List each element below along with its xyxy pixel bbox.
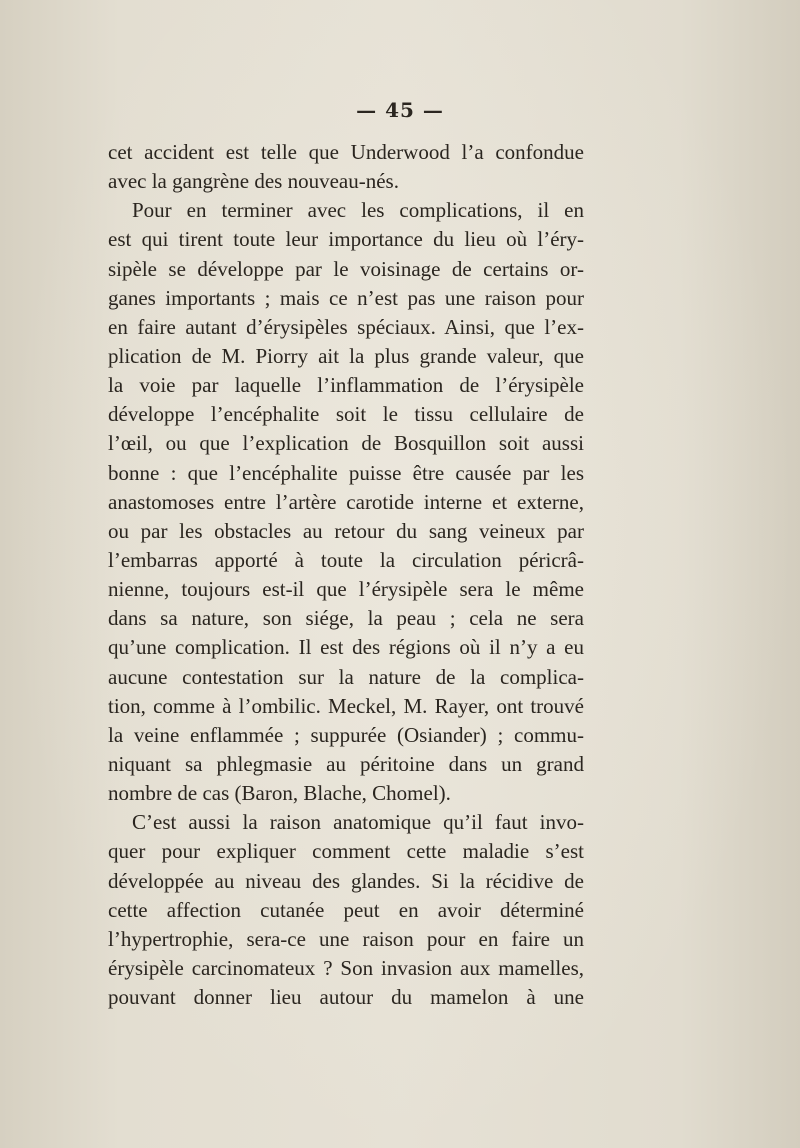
text-line: ganes importants ; mais ce n’est pas une raison pour [108,285,584,310]
text-line: plication de M. Piorry ait la plus grande valeur, que [108,343,584,368]
text-line: C’est aussi la raison anatomique qu’il faut invo- [132,810,584,835]
text-line: cet accident est telle que Underwood l’a confondue [108,140,584,164]
text-line: avec la gangrène des nouveau-nés. [108,169,399,194]
text-line: aucune contestation sur la nature de la complica- [108,664,584,689]
text-line: l’hypertrophie, sera-ce une raison pour en faire un [108,926,584,951]
text-line: qu’une complication. Il est des régions où il n’y a eu [108,635,584,660]
text-line: l’embarras apporté à toute la circulation péricrâ- [108,547,584,572]
text-line: développée au niveau des glandes. Si la récidive de [108,868,584,893]
text-line: dans sa nature, son siége, la peau ; cela ne sera [108,606,584,631]
text-line: est qui tirent toute leur importance du lieu où l’éry- [108,227,584,252]
text-line: ou par les obstacles au retour du sang veineux par [108,518,584,543]
page-number: — 45 — [356,98,444,122]
text-line: nombre de cas (Baron, Blache, Chomel). [108,781,451,806]
text-line: développe l’encéphalite soit le tissu cellulaire de [108,402,584,427]
text-line: nienne, toujours est-il que l’érysipèle sera le même [108,577,584,602]
text-line: niquant sa phlegmasie au péritoine dans un grand [108,751,584,776]
text-line: en faire autant d’érysipèles spéciaux. Ainsi, que l’ex- [108,314,584,339]
text-line: pouvant donner lieu autour du mamelon à une [108,985,584,1010]
text-line: quer pour expliquer comment cette maladie s’est [108,839,584,864]
text-line: l’œil, ou que l’explication de Bosquillon soit aussi [108,431,584,456]
text-line: Pour en terminer avec les complications, il en [132,198,584,223]
text-line: bonne : que l’encéphalite puisse être causée par les [108,460,584,485]
text-line: érysipèle carcinomateux ? Son invasion aux mamelles, [108,955,584,980]
body-text [108,138,584,1012]
text-line: anastomoses entre l’artère carotide interne et externe, [108,489,584,514]
text-line: la veine enflammée ; suppurée (Osiander) ; commu- [108,722,584,747]
text-line: tion, comme à l’ombilic. Meckel, M. Rayer, ont trouvé [108,693,584,718]
text-line: cette affection cutanée peut en avoir déterminé [108,897,584,922]
text-line: sipèle se développe par le voisinage de certains or- [108,256,584,281]
text-line: la voie par laquelle l’inflammation de l’érysipèle [108,373,584,398]
